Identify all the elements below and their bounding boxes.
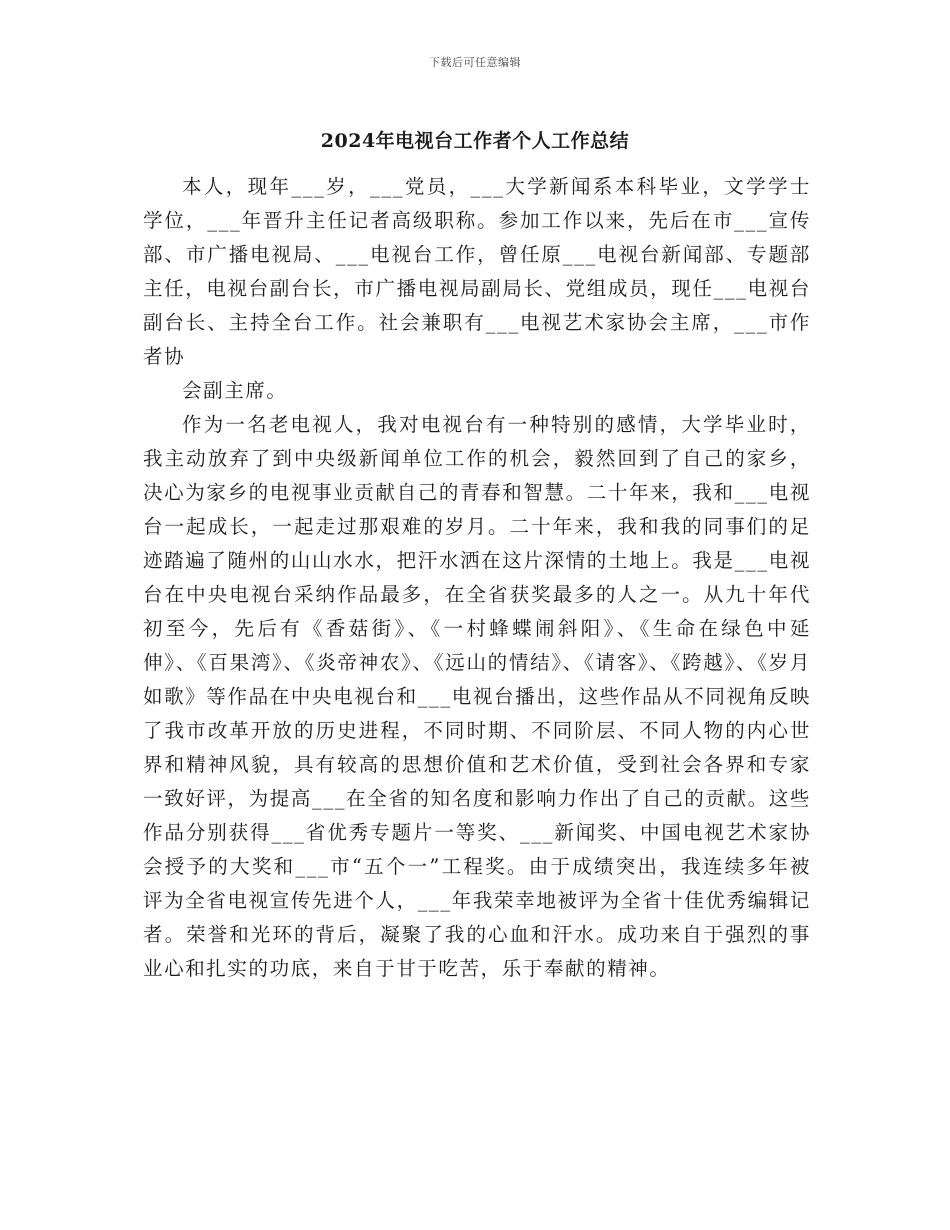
document-body [143, 170, 811, 986]
document-title: 2024年电视台工作者个人工作总结 [320, 130, 630, 152]
paragraph-career-achievements: 作为一名老电视人，我对电视台有一种特别的感情，大学毕业时，我主动放弃了到中央级新闻单位工作的机会，毅然回到了自己的家乡，决心为家乡的电视事业贡献自己的青春和智慧。二十年来，我和___电视台一起成长，一起走过那艰难的岁月。二十年来，我和我的同事们的足迹踏遍了随州的山山水水，把汗水洒在这片深情的土地上。我是___电视台在中央电视台采纳作品最多，在全省获奖最多的人之一。从九十年代初至今，先后有《香菇街》、《一村蜂蝶闹斜阳》、《生命在绿色中延伸》、《百果湾》、《炎帝神农》、《远山的情结》、《请客》、《跨越》、《岁月如歌》等作品在中央电视台和___电视台播出，这些作品从不同视角反映了我市改革开放的历史进程，不同时期、不同阶层、不同人物的内心世界和精神风貌，具有较高的思想价值和艺术价值，受到社会各界和专家一致好评，为提高___在全省的知名度和影响力作出了自己的贡献。这些作品分别获得___省优秀专题片一等奖、___新闻奖、中国电视艺术家协会授予的大奖和___市“五个一”工程奖。由于成绩突出，我连续多年被评为全省电视宣传先进个人，___年我荣幸地被评为全省十佳优秀编辑记者。荣誉和光环的背后，凝聚了我的心血和汗水。成功来自于强烈的事业心和扎实的功底，来自于甘于吃苦，乐于奉献的精神。 [143, 413, 811, 980]
paragraph-continuation: 会副主席。 [182, 379, 288, 402]
paragraph-personal-info: 本人，现年___岁，___党员，___大学新闻系本科毕业，文学学士学位，___年晋升主任记者高级职称。参加工作以来，先后在市___宣传部、市广播电视局、___电视台工作，曾任原___电视台新闻部、专题部主任，电视台副台长，市广播电视局副局长、党组成员，现任___电视台副台长、主持全台工作。社会兼职有___电视艺术家协会主席，___市作者协 [143, 175, 811, 368]
header-note: 下载后可任意编辑 [429, 56, 521, 69]
